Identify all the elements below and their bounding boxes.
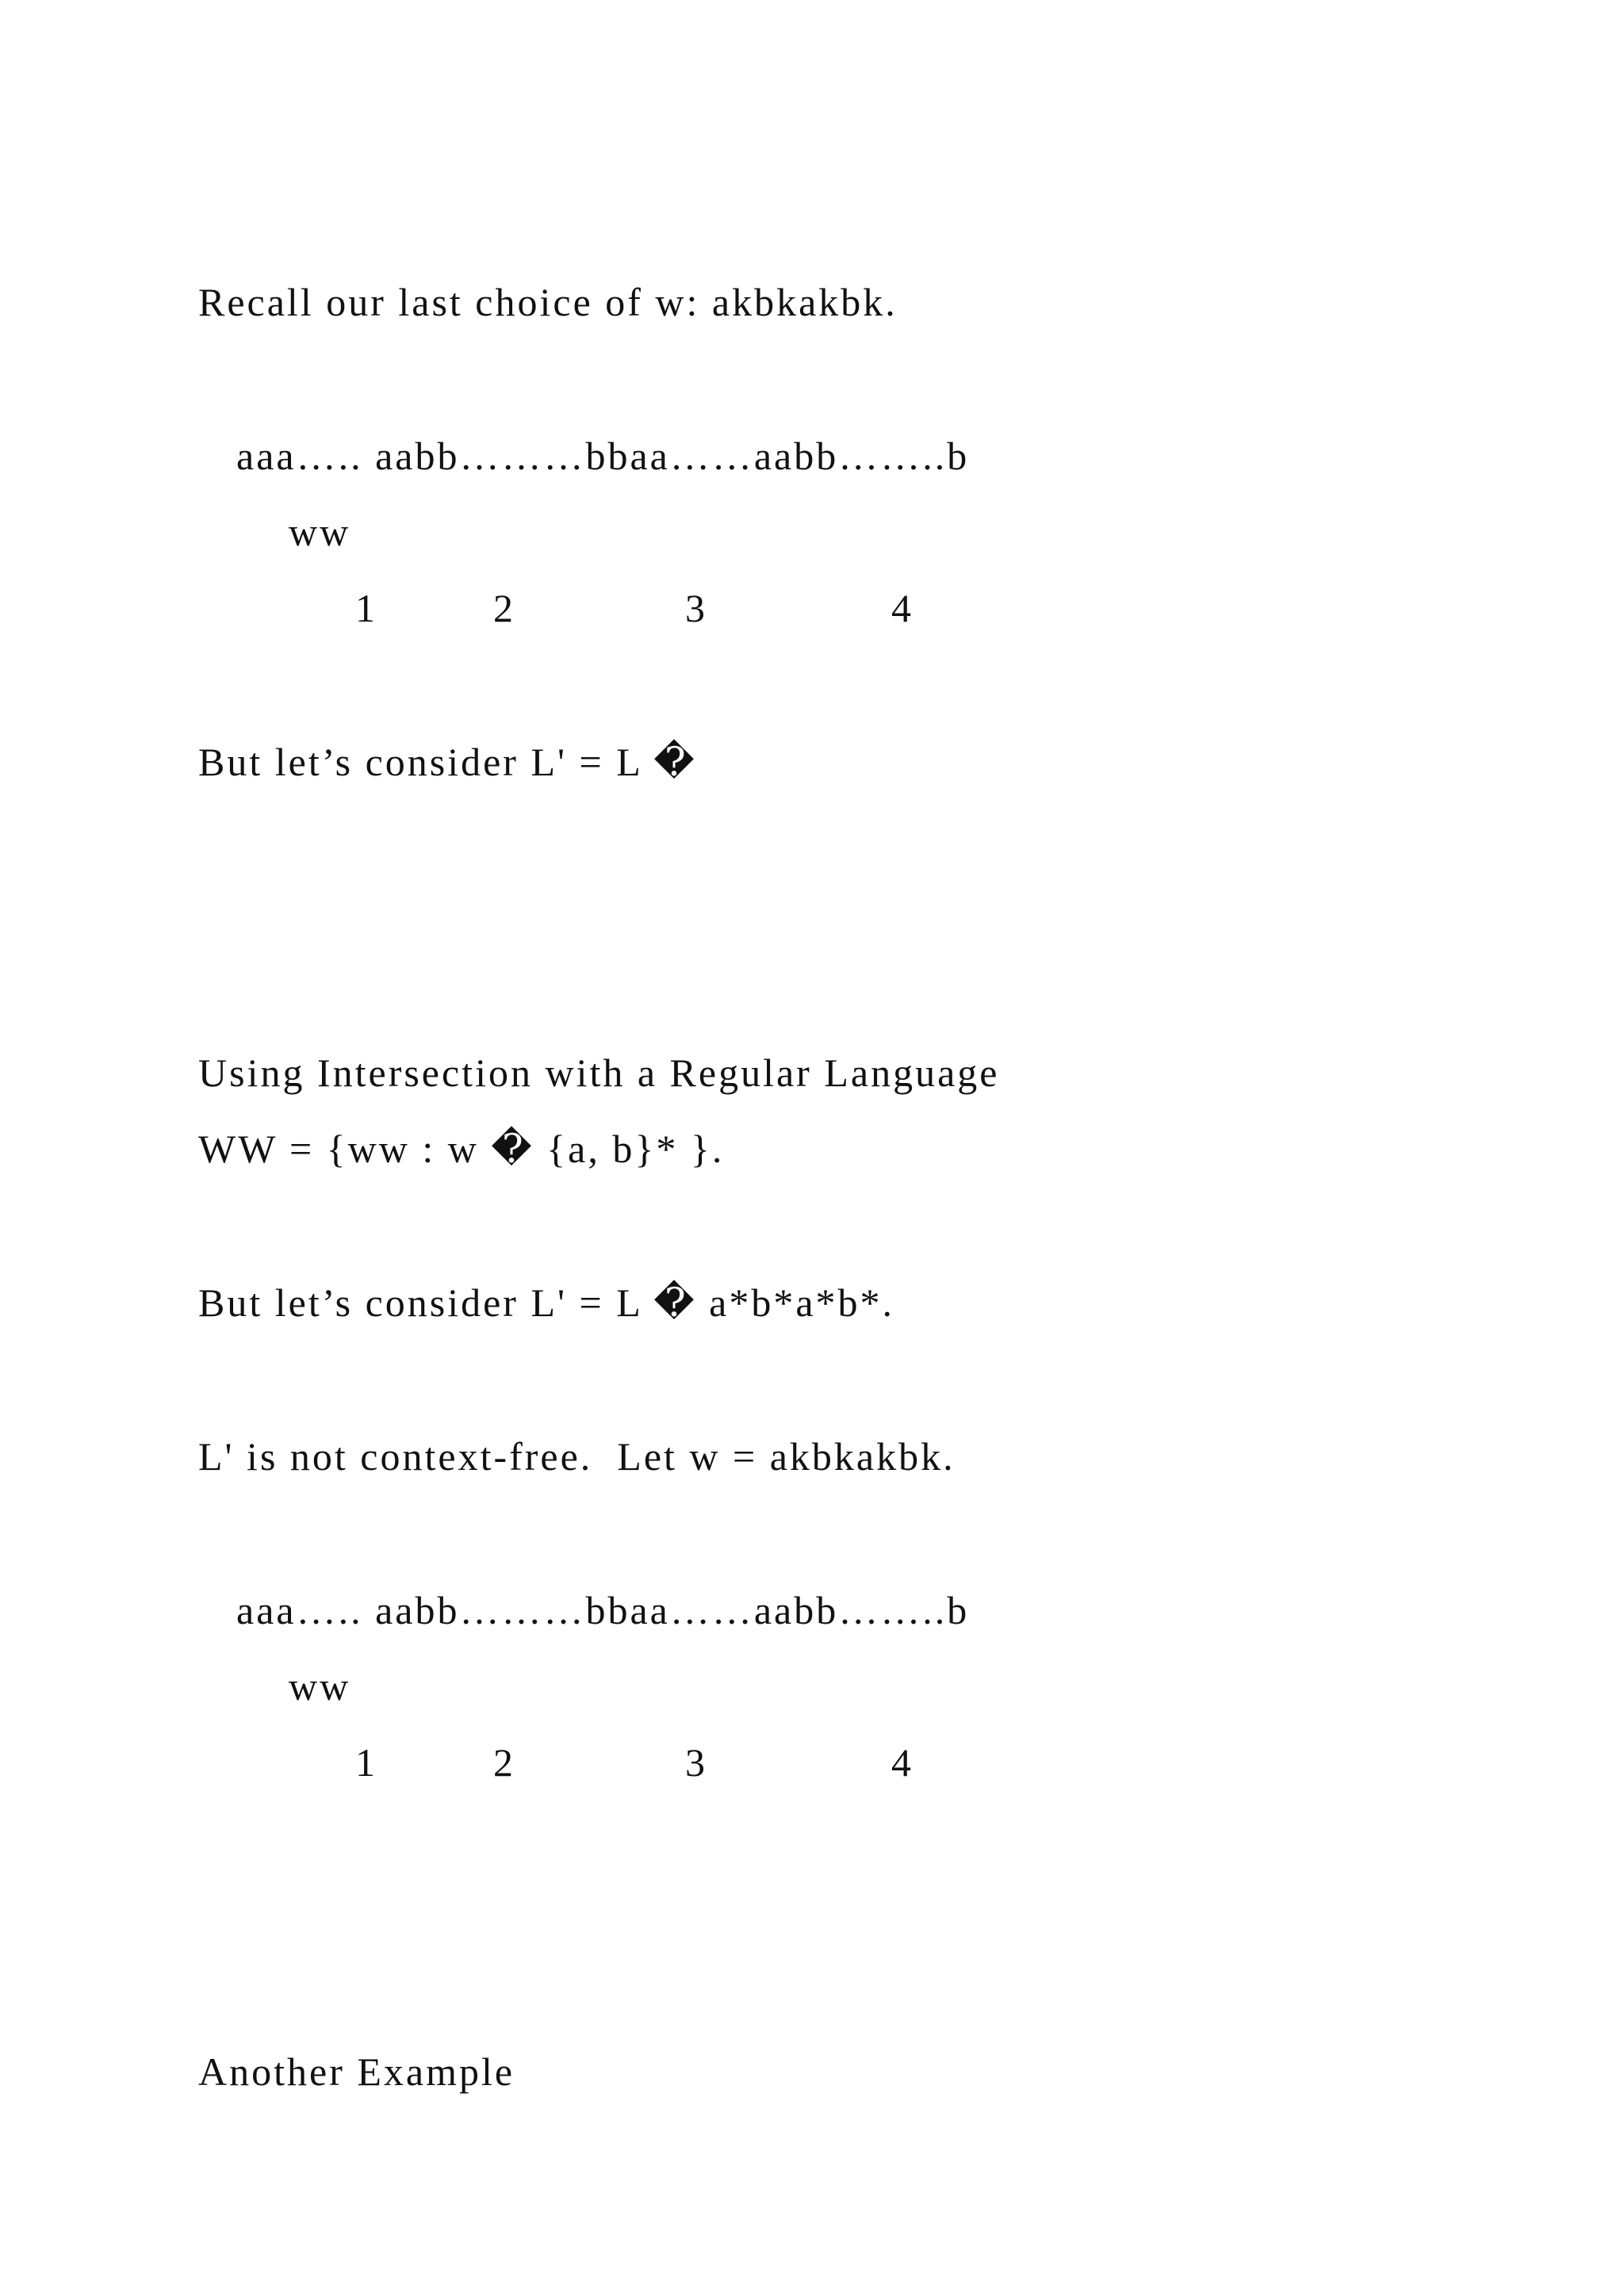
- another-example-heading: Another Example: [198, 2049, 515, 2094]
- region-number-3-bottom: 3: [685, 1740, 705, 1785]
- region-number-1-bottom: 1: [355, 1740, 375, 1785]
- consider-line-mid: But let’s consider L' = L � a*b*a*b*.: [198, 1280, 895, 1325]
- region-number-2: 2: [493, 586, 513, 630]
- region-number-3: 3: [685, 586, 705, 630]
- pumped-string-bottom: aaa….. aabb………bbaa……aabb……..b: [236, 1588, 970, 1632]
- section-title: Using Intersection with a Regular Language: [198, 1050, 1000, 1095]
- region-number-4: 4: [891, 586, 911, 630]
- ww-label-top: ww: [289, 510, 351, 554]
- region-number-4-bottom: 4: [891, 1740, 911, 1785]
- region-number-1: 1: [355, 586, 375, 630]
- region-number-2-bottom: 2: [493, 1740, 513, 1785]
- pumped-string-top: aaa….. aabb………bbaa……aabb……..b: [236, 434, 970, 478]
- ww-definition: WW = {ww : w � {a, b}* }.: [198, 1127, 725, 1171]
- consider-line-top: But let’s consider L' = L �: [198, 740, 697, 784]
- ww-label-bottom: ww: [289, 1664, 351, 1709]
- not-context-free-line: L' is not context-free. Let w = akbkakbk.: [198, 1434, 956, 1479]
- recall-line: Recall our last choice of w: akbkakbk.: [198, 280, 898, 324]
